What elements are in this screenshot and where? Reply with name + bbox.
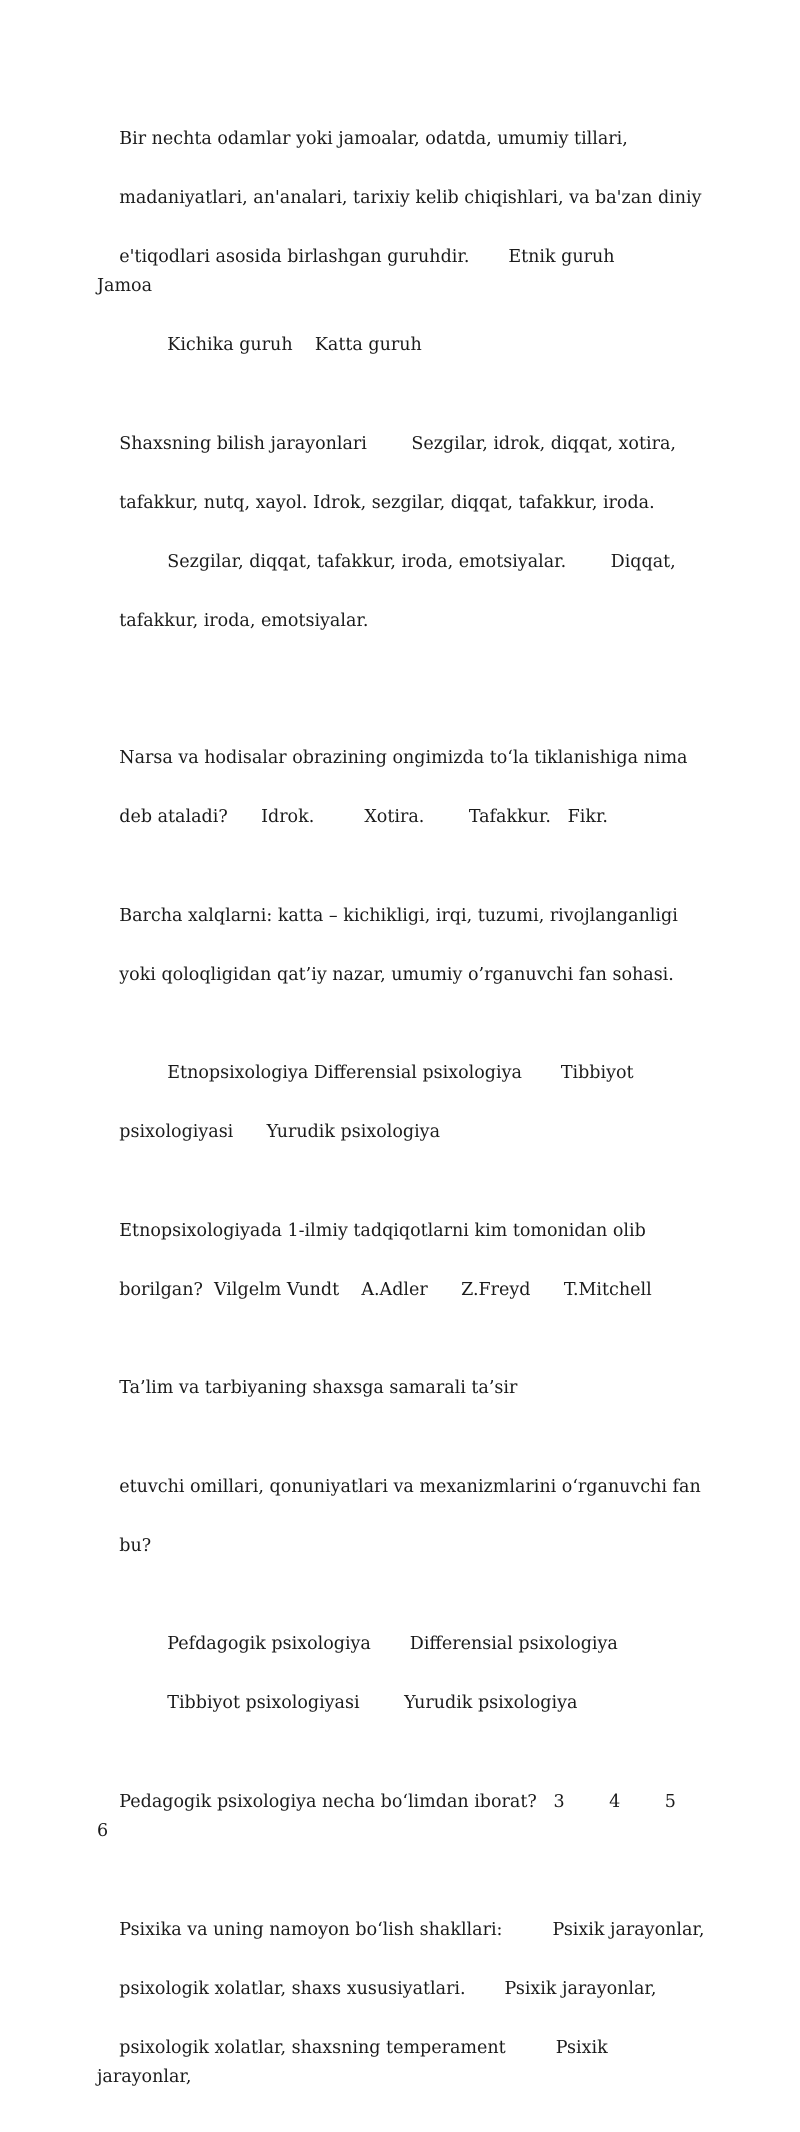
question-pedagogy-sections — [97, 1758, 721, 1876]
text-line: deb ataladi? Idrok. Xotira. Tafakkur. Fikr. — [119, 807, 608, 827]
text-line: Kichika guruh Katta guruh — [167, 335, 422, 355]
text-line: Ta’lim va tarbiyaning shaxsga samarali ta’sir — [119, 1378, 518, 1398]
text-line: Pefdagogik psixologiya Differensial psixologiya — [167, 1634, 618, 1654]
text-line: borilgan? Vilgelm Vundt A.Adler Z.Freyd T.Mitchell — [119, 1279, 652, 1300]
text-line: psixologik xolatlar, shaxs xususiyatlari. Psixik jarayonlar, — [119, 1978, 657, 1999]
question-first-research — [97, 1187, 707, 1335]
text-line: e'tiqodlari asosida birlashgan guruhdir. Etnik guruh Jamoa — [97, 246, 660, 296]
text-line: tafakkur, nutq, xayol. Idrok, sezgilar, diqqat, tafakkur, iroda. — [119, 492, 655, 513]
answer-options-ethnopsychology — [97, 1030, 707, 1178]
text-line: etuvchi omillari, qonuniyatlari va mexanizmlarini o‘rganuvchi fan — [119, 1476, 701, 1497]
text-line: Etnopsixologiyada 1-ilmiy tadqiqotlarni kim tomonidan olib — [119, 1220, 646, 1241]
text-line: psixologiyasi Yurudik psixologiya — [119, 1122, 440, 1142]
question-cognitive-processes — [97, 400, 707, 666]
text-line: Barcha xalqlarni: katta – kichikligi, irqi, tuzumi, rivojlanganligi — [119, 905, 678, 926]
question-ethnic-group — [97, 95, 707, 390]
question-image-restoration — [97, 715, 707, 863]
text-line: Sezgilar, diqqat, tafakkur, iroda, emotsiyalar. Diqqat, — [167, 551, 676, 572]
text-line: Etnopsixologiya Differensial psixologiya Tibbiyot — [167, 1063, 634, 1083]
text-line: psixologik xolatlar, shaxsning temperament Psixik jarayonlar, — [97, 2037, 614, 2087]
question-science-field — [97, 872, 707, 1020]
text-line: Shaxsning bilish jarayonlari Sezgilar, idrok, diqqat, xotira, — [119, 433, 676, 454]
question-education-part2 — [97, 1443, 707, 1591]
question-education-part1 — [97, 1345, 707, 1434]
text-line: tafakkur, iroda, emotsiyalar. — [119, 610, 369, 631]
text-line: madaniyatlari, an'analari, tarixiy kelib chiqishlari, va ba'zan diniy — [119, 187, 702, 208]
text-line: Tibbiyot psixologiyasi Yurudik psixologiya — [167, 1693, 578, 1713]
answer-options-pedagogy — [97, 1601, 707, 1749]
document-page — [97, 95, 721, 2132]
text-line: bu? — [119, 1535, 152, 1556]
text-line: Bir nechta odamlar yoki jamoalar, odatda, umumiy tillari, — [119, 128, 628, 149]
text-line: Narsa va hodisalar obrazining ongimizda to‘la tiklanishiga nima — [119, 748, 688, 768]
text-line: yoki qoloqligidan qat’iy nazar, umumiy o’rganuvchi fan sohasi. — [119, 964, 674, 985]
text-line: Pedagogik psixologiya necha bo‘limdan iborat? 3 4 5 6 — [97, 1791, 721, 1841]
question-psyche-forms — [97, 1886, 707, 2122]
text-line: Psixika va uning namoyon bo‘lish shakllari: Psixik jarayonlar, — [119, 1919, 705, 1940]
